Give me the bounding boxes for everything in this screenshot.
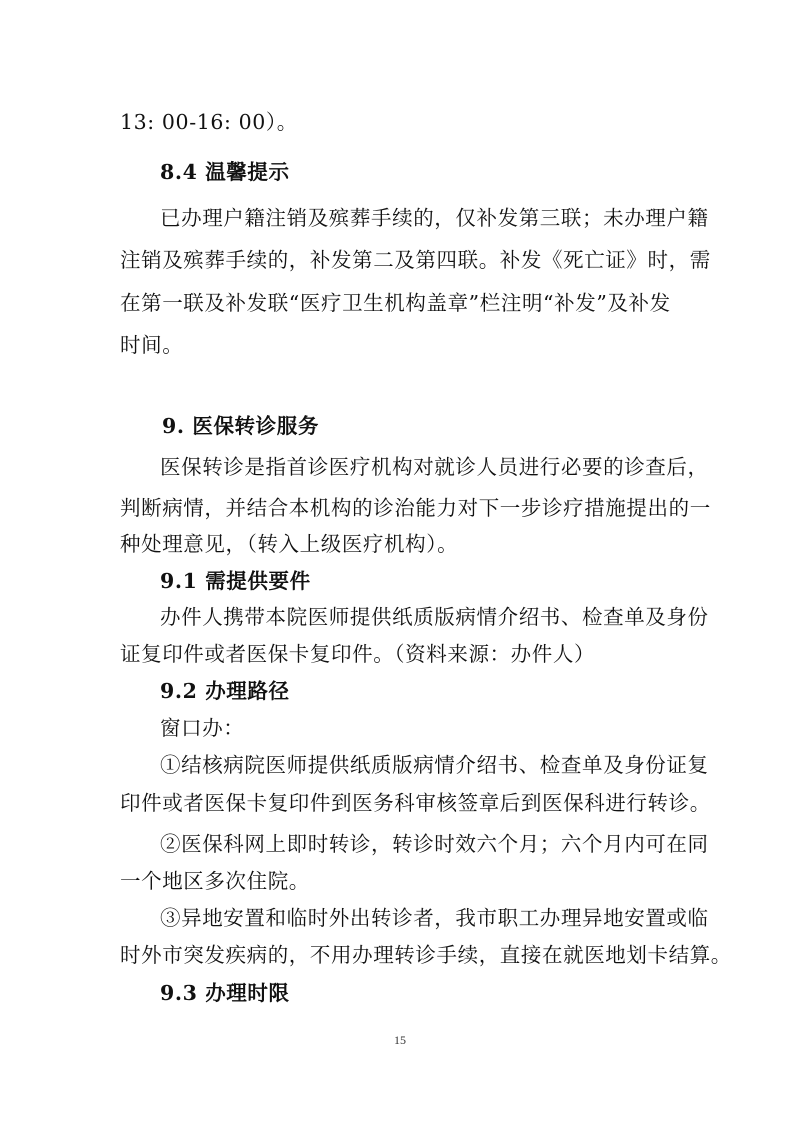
paragraph-line: 时外市突发疾病的，不用办理转诊手续，直接在就医地划卡结算。 (120, 943, 732, 967)
paragraph-line: 注销及殡葬手续的，补发第二及第四联。补发《死亡证》时，需 (120, 248, 711, 272)
paragraph-line: 办件人携带本院医师提供纸质版病情介绍书、检查单及身份 (160, 605, 709, 629)
section-9-1-heading: 9.1 需提供要件 (160, 569, 311, 593)
paragraph-line: 在第一联及补发联“医疗卫生机构盖章”栏注明“补发”及补发 (120, 291, 671, 315)
section-9-heading: 9. 医保转诊服务 (162, 414, 319, 438)
section-9-2-heading: 9.2 办理路径 (160, 679, 290, 703)
paragraph-line: 印件或者医保卡复印件到医务科审核签章后到医保科进行转诊。 (120, 791, 711, 815)
page-number: 15 (394, 1033, 406, 1047)
time-range-text: 13: 00-16: 00）。 (120, 110, 298, 134)
paragraph-line: 种处理意见，（转入上级医疗机构）。 (120, 532, 459, 556)
paragraph-line: 一个地区多次住院。 (120, 869, 310, 893)
paragraph-line: ①结核病院医师提供纸质版病情介绍书、检查单及身份证复 (160, 753, 709, 777)
paragraph-line: ②医保科网上即时转诊，转诊时效六个月；六个月内可在同 (160, 832, 709, 856)
paragraph-line: 已办理户籍注销及殡葬手续的，仅补发第三联；未办理户籍 (160, 206, 709, 230)
paragraph-line: ③异地安置和临时外出转诊者，我市职工办理异地安置或临 (160, 906, 709, 930)
paragraph-line: 窗口办： (160, 716, 245, 740)
paragraph-line: 证复印件或者医保卡复印件。（资料来源：办件人） (120, 642, 596, 666)
paragraph-line: 判断病情，并结合本机构的诊治能力对下一步诊疗措施提出的一 (120, 496, 711, 520)
paragraph-line: 医保转诊是指首诊医疗机构对就诊人员进行必要的诊查后， (160, 455, 709, 479)
paragraph-line: 时间。 (120, 333, 184, 357)
section-8-4-heading: 8.4 温馨提示 (160, 160, 290, 184)
section-9-3-heading: 9.3 办理时限 (160, 981, 290, 1005)
